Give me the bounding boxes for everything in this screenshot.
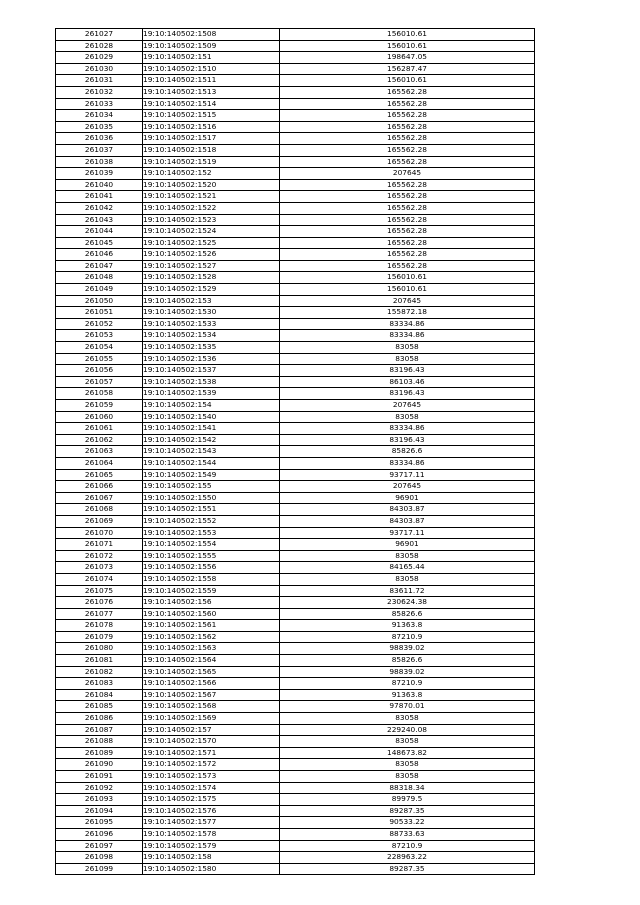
cadastral-number-cell: 19:10:140502:1574 [143, 782, 280, 794]
row-id-cell: 261095 [56, 817, 143, 829]
amount-cell: 165562.28 [280, 156, 535, 168]
table-row [56, 353, 535, 365]
table-row [56, 759, 535, 771]
cadastral-number-cell: 19:10:140502:153 [143, 295, 280, 307]
amount-cell: 84303.87 [280, 515, 535, 527]
cadastral-number-cell: 19:10:140502:154 [143, 400, 280, 412]
amount-cell: 165562.28 [280, 121, 535, 133]
row-id-cell: 261044 [56, 226, 143, 238]
cadastral-number-cell: 19:10:140502:1538 [143, 376, 280, 388]
amount-cell: 83196.43 [280, 434, 535, 446]
amount-cell: 89979.5 [280, 794, 535, 806]
table-row [56, 852, 535, 864]
row-id-cell: 261077 [56, 608, 143, 620]
table-row [56, 121, 535, 133]
amount-cell: 83058 [280, 713, 535, 725]
amount-cell: 156010.61 [280, 272, 535, 284]
table-row [56, 539, 535, 551]
table-row [56, 573, 535, 585]
cadastral-number-cell: 19:10:140502:1563 [143, 643, 280, 655]
row-id-cell: 261080 [56, 643, 143, 655]
table-row [56, 469, 535, 481]
cadastral-number-cell: 19:10:140502:1527 [143, 260, 280, 272]
cadastral-number-cell: 19:10:140502:1537 [143, 365, 280, 377]
row-id-cell: 261048 [56, 272, 143, 284]
cadastral-number-cell: 19:10:140502:1570 [143, 736, 280, 748]
table-row [56, 237, 535, 249]
amount-cell: 89287.35 [280, 863, 535, 875]
cadastral-number-cell: 19:10:140502:1540 [143, 411, 280, 423]
table-row [56, 423, 535, 435]
cadastral-number-cell: 19:10:140502:1552 [143, 515, 280, 527]
cadastral-number-cell: 19:10:140502:1520 [143, 179, 280, 191]
amount-cell: 86103.46 [280, 376, 535, 388]
amount-cell: 165562.28 [280, 86, 535, 98]
row-id-cell: 261098 [56, 852, 143, 864]
table-row [56, 365, 535, 377]
row-id-cell: 261089 [56, 747, 143, 759]
cadastral-number-cell: 19:10:140502:1514 [143, 98, 280, 110]
table-row [56, 643, 535, 655]
row-id-cell: 261029 [56, 52, 143, 64]
amount-cell: 93717.11 [280, 469, 535, 481]
table-row [56, 330, 535, 342]
cadastral-number-cell: 19:10:140502:1510 [143, 63, 280, 75]
amount-cell: 156010.61 [280, 75, 535, 87]
amount-cell: 165562.28 [280, 260, 535, 272]
amount-cell: 165562.28 [280, 214, 535, 226]
cadastral-number-cell: 19:10:140502:1517 [143, 133, 280, 145]
table-row [56, 400, 535, 412]
row-id-cell: 261055 [56, 353, 143, 365]
row-id-cell: 261041 [56, 191, 143, 203]
row-id-cell: 261073 [56, 562, 143, 574]
cadastral-number-cell: 19:10:140502:1577 [143, 817, 280, 829]
table-row [56, 133, 535, 145]
row-id-cell: 261036 [56, 133, 143, 145]
amount-cell: 165562.28 [280, 98, 535, 110]
cadastral-number-cell: 19:10:140502:157 [143, 724, 280, 736]
row-id-cell: 261062 [56, 434, 143, 446]
table-row [56, 295, 535, 307]
table-row [56, 515, 535, 527]
amount-cell: 97870.01 [280, 701, 535, 713]
row-id-cell: 261091 [56, 771, 143, 783]
row-id-cell: 261049 [56, 284, 143, 296]
table-row [56, 805, 535, 817]
amount-cell: 85826.6 [280, 655, 535, 667]
table-row [56, 110, 535, 122]
amount-cell: 83058 [280, 353, 535, 365]
table-row [56, 342, 535, 354]
cadastral-number-cell: 19:10:140502:1515 [143, 110, 280, 122]
cadastral-number-cell: 19:10:140502:1509 [143, 40, 280, 52]
cadastral-number-cell: 19:10:140502:1575 [143, 794, 280, 806]
row-id-cell: 261084 [56, 689, 143, 701]
row-id-cell: 261035 [56, 121, 143, 133]
cadastral-number-cell: 19:10:140502:1572 [143, 759, 280, 771]
amount-cell: 207645 [280, 168, 535, 180]
amount-cell: 83334.86 [280, 318, 535, 330]
row-id-cell: 261046 [56, 249, 143, 261]
cadastral-number-cell: 19:10:140502:1579 [143, 840, 280, 852]
row-id-cell: 261061 [56, 423, 143, 435]
table-row [56, 446, 535, 458]
row-id-cell: 261078 [56, 620, 143, 632]
table-row [56, 260, 535, 272]
cadastral-number-cell: 19:10:140502:1573 [143, 771, 280, 783]
amount-cell: 83334.86 [280, 423, 535, 435]
table-row [56, 828, 535, 840]
cadastral-number-cell: 19:10:140502:155 [143, 481, 280, 493]
row-id-cell: 261071 [56, 539, 143, 551]
amount-cell: 96901 [280, 492, 535, 504]
row-id-cell: 261059 [56, 400, 143, 412]
table-row [56, 689, 535, 701]
amount-cell: 96901 [280, 539, 535, 551]
data-table [55, 28, 535, 875]
amount-cell: 83334.86 [280, 330, 535, 342]
cadastral-number-cell: 19:10:140502:1534 [143, 330, 280, 342]
table-row [56, 655, 535, 667]
cadastral-number-cell: 19:10:140502:1521 [143, 191, 280, 203]
table-row [56, 817, 535, 829]
amount-cell: 165562.28 [280, 202, 535, 214]
table-row [56, 388, 535, 400]
amount-cell: 165562.28 [280, 226, 535, 238]
row-id-cell: 261039 [56, 168, 143, 180]
cadastral-number-cell: 19:10:140502:1578 [143, 828, 280, 840]
row-id-cell: 261074 [56, 573, 143, 585]
table-row [56, 75, 535, 87]
cadastral-number-cell: 19:10:140502:1535 [143, 342, 280, 354]
amount-cell: 207645 [280, 400, 535, 412]
row-id-cell: 261094 [56, 805, 143, 817]
table-row [56, 631, 535, 643]
cadastral-number-cell: 19:10:140502:152 [143, 168, 280, 180]
table-row [56, 144, 535, 156]
row-id-cell: 261043 [56, 214, 143, 226]
amount-cell: 98839.02 [280, 666, 535, 678]
table-row [56, 214, 535, 226]
amount-cell: 156010.61 [280, 40, 535, 52]
amount-cell: 83058 [280, 736, 535, 748]
row-id-cell: 261092 [56, 782, 143, 794]
cadastral-number-cell: 19:10:140502:1523 [143, 214, 280, 226]
amount-cell: 155872.18 [280, 307, 535, 319]
row-id-cell: 261087 [56, 724, 143, 736]
cadastral-number-cell: 19:10:140502:1554 [143, 539, 280, 551]
row-id-cell: 261076 [56, 597, 143, 609]
amount-cell: 165562.28 [280, 144, 535, 156]
table-row [56, 782, 535, 794]
cadastral-number-cell: 19:10:140502:1556 [143, 562, 280, 574]
table-row [56, 481, 535, 493]
table-row [56, 608, 535, 620]
cadastral-number-cell: 19:10:140502:1533 [143, 318, 280, 330]
table-row [56, 52, 535, 64]
row-id-cell: 261083 [56, 678, 143, 690]
row-id-cell: 261054 [56, 342, 143, 354]
row-id-cell: 261060 [56, 411, 143, 423]
table-row [56, 492, 535, 504]
table-row [56, 272, 535, 284]
row-id-cell: 261037 [56, 144, 143, 156]
cadastral-number-cell: 19:10:140502:1526 [143, 249, 280, 261]
cadastral-number-cell: 19:10:140502:1565 [143, 666, 280, 678]
amount-cell: 91363.8 [280, 689, 535, 701]
cadastral-number-cell: 19:10:140502:1508 [143, 29, 280, 41]
row-id-cell: 261064 [56, 457, 143, 469]
table-row [56, 794, 535, 806]
cadastral-number-cell: 19:10:140502:1544 [143, 457, 280, 469]
cadastral-number-cell: 19:10:140502:1513 [143, 86, 280, 98]
amount-cell: 207645 [280, 481, 535, 493]
row-id-cell: 261079 [56, 631, 143, 643]
amount-cell: 91363.8 [280, 620, 535, 632]
cadastral-number-cell: 19:10:140502:1567 [143, 689, 280, 701]
table-row [56, 86, 535, 98]
cadastral-number-cell: 19:10:140502:1525 [143, 237, 280, 249]
amount-cell: 87210.9 [280, 678, 535, 690]
amount-cell: 83196.43 [280, 388, 535, 400]
cadastral-number-cell: 19:10:140502:1529 [143, 284, 280, 296]
amount-cell: 88733.63 [280, 828, 535, 840]
row-id-cell: 261045 [56, 237, 143, 249]
row-id-cell: 261070 [56, 527, 143, 539]
table-row [56, 597, 535, 609]
row-id-cell: 261075 [56, 585, 143, 597]
row-id-cell: 261034 [56, 110, 143, 122]
table-row [56, 863, 535, 875]
row-id-cell: 261065 [56, 469, 143, 481]
row-id-cell: 261033 [56, 98, 143, 110]
row-id-cell: 261027 [56, 29, 143, 41]
table-row [56, 191, 535, 203]
table-row [56, 179, 535, 191]
cadastral-number-cell: 19:10:140502:151 [143, 52, 280, 64]
table-row [56, 307, 535, 319]
row-id-cell: 261057 [56, 376, 143, 388]
cadastral-number-cell: 19:10:140502:1539 [143, 388, 280, 400]
amount-cell: 165562.28 [280, 249, 535, 261]
row-id-cell: 261047 [56, 260, 143, 272]
cadastral-number-cell: 19:10:140502:1550 [143, 492, 280, 504]
cadastral-number-cell: 19:10:140502:1519 [143, 156, 280, 168]
cadastral-number-cell: 19:10:140502:1551 [143, 504, 280, 516]
amount-cell: 89287.35 [280, 805, 535, 817]
row-id-cell: 261050 [56, 295, 143, 307]
table-row [56, 457, 535, 469]
cadastral-number-cell: 19:10:140502:1562 [143, 631, 280, 643]
amount-cell: 83196.43 [280, 365, 535, 377]
amount-cell: 93717.11 [280, 527, 535, 539]
amount-cell: 229240.08 [280, 724, 535, 736]
table-row [56, 562, 535, 574]
amount-cell: 228963.22 [280, 852, 535, 864]
cadastral-number-cell: 19:10:140502:1566 [143, 678, 280, 690]
amount-cell: 83058 [280, 573, 535, 585]
amount-cell: 85826.6 [280, 608, 535, 620]
amount-cell: 84303.87 [280, 504, 535, 516]
amount-cell: 198647.05 [280, 52, 535, 64]
row-id-cell: 261093 [56, 794, 143, 806]
row-id-cell: 261032 [56, 86, 143, 98]
row-id-cell: 261066 [56, 481, 143, 493]
amount-cell: 83058 [280, 411, 535, 423]
amount-cell: 83058 [280, 771, 535, 783]
cadastral-number-cell: 19:10:140502:1555 [143, 550, 280, 562]
table-row [56, 771, 535, 783]
row-id-cell: 261030 [56, 63, 143, 75]
amount-cell: 207645 [280, 295, 535, 307]
row-id-cell: 261042 [56, 202, 143, 214]
table-row [56, 226, 535, 238]
table-row [56, 63, 535, 75]
amount-cell: 165562.28 [280, 133, 535, 145]
amount-cell: 85826.6 [280, 446, 535, 458]
table-row [56, 156, 535, 168]
amount-cell: 98839.02 [280, 643, 535, 655]
row-id-cell: 261053 [56, 330, 143, 342]
table-row [56, 202, 535, 214]
cadastral-number-cell: 19:10:140502:1580 [143, 863, 280, 875]
amount-cell: 87210.9 [280, 631, 535, 643]
table-row [56, 434, 535, 446]
cadastral-number-cell: 19:10:140502:1518 [143, 144, 280, 156]
cadastral-number-cell: 19:10:140502:1522 [143, 202, 280, 214]
table-row [56, 701, 535, 713]
table-row [56, 98, 535, 110]
cadastral-number-cell: 19:10:140502:158 [143, 852, 280, 864]
table-row [56, 504, 535, 516]
amount-cell: 83058 [280, 759, 535, 771]
table-row [56, 736, 535, 748]
amount-cell: 83334.86 [280, 457, 535, 469]
row-id-cell: 261028 [56, 40, 143, 52]
amount-cell: 148673.82 [280, 747, 535, 759]
cadastral-number-cell: 19:10:140502:1536 [143, 353, 280, 365]
table-row [56, 29, 535, 41]
row-id-cell: 261072 [56, 550, 143, 562]
amount-cell: 165562.28 [280, 179, 535, 191]
row-id-cell: 261086 [56, 713, 143, 725]
table-row [56, 550, 535, 562]
table-row [56, 620, 535, 632]
row-id-cell: 261067 [56, 492, 143, 504]
amount-cell: 165562.28 [280, 237, 535, 249]
data-sheet [55, 28, 532, 875]
amount-cell: 83058 [280, 550, 535, 562]
row-id-cell: 261058 [56, 388, 143, 400]
table-row [56, 284, 535, 296]
row-id-cell: 261097 [56, 840, 143, 852]
cadastral-number-cell: 19:10:140502:1561 [143, 620, 280, 632]
cadastral-number-cell: 19:10:140502:1571 [143, 747, 280, 759]
table-row [56, 249, 535, 261]
cadastral-number-cell: 19:10:140502:1528 [143, 272, 280, 284]
amount-cell: 83611.72 [280, 585, 535, 597]
row-id-cell: 261051 [56, 307, 143, 319]
row-id-cell: 261081 [56, 655, 143, 667]
row-id-cell: 261082 [56, 666, 143, 678]
amount-cell: 230624.38 [280, 597, 535, 609]
cadastral-number-cell: 19:10:140502:1560 [143, 608, 280, 620]
amount-cell: 90533.22 [280, 817, 535, 829]
table-row [56, 724, 535, 736]
amount-cell: 156010.61 [280, 284, 535, 296]
row-id-cell: 261085 [56, 701, 143, 713]
cadastral-number-cell: 19:10:140502:1524 [143, 226, 280, 238]
cadastral-number-cell: 19:10:140502:1542 [143, 434, 280, 446]
table-row [56, 40, 535, 52]
row-id-cell: 261038 [56, 156, 143, 168]
table-row [56, 318, 535, 330]
cadastral-number-cell: 19:10:140502:1568 [143, 701, 280, 713]
row-id-cell: 261090 [56, 759, 143, 771]
row-id-cell: 261031 [56, 75, 143, 87]
table-row [56, 168, 535, 180]
cadastral-number-cell: 19:10:140502:1559 [143, 585, 280, 597]
table-row [56, 678, 535, 690]
cadastral-number-cell: 19:10:140502:1511 [143, 75, 280, 87]
row-id-cell: 261096 [56, 828, 143, 840]
row-id-cell: 261063 [56, 446, 143, 458]
row-id-cell: 261069 [56, 515, 143, 527]
table-row [56, 527, 535, 539]
amount-cell: 84165.44 [280, 562, 535, 574]
amount-cell: 156010.61 [280, 29, 535, 41]
row-id-cell: 261068 [56, 504, 143, 516]
cadastral-number-cell: 19:10:140502:1569 [143, 713, 280, 725]
amount-cell: 165562.28 [280, 191, 535, 203]
row-id-cell: 261040 [56, 179, 143, 191]
table-row [56, 747, 535, 759]
amount-cell: 83058 [280, 342, 535, 354]
table-row [56, 840, 535, 852]
cadastral-number-cell: 19:10:140502:1553 [143, 527, 280, 539]
row-id-cell: 261099 [56, 863, 143, 875]
amount-cell: 88318.34 [280, 782, 535, 794]
amount-cell: 165562.28 [280, 110, 535, 122]
cadastral-number-cell: 19:10:140502:1549 [143, 469, 280, 481]
row-id-cell: 261056 [56, 365, 143, 377]
table-row [56, 411, 535, 423]
amount-cell: 156287.47 [280, 63, 535, 75]
cadastral-number-cell: 19:10:140502:1576 [143, 805, 280, 817]
cadastral-number-cell: 19:10:140502:1543 [143, 446, 280, 458]
amount-cell: 87210.9 [280, 840, 535, 852]
cadastral-number-cell: 19:10:140502:1530 [143, 307, 280, 319]
cadastral-number-cell: 19:10:140502:1516 [143, 121, 280, 133]
cadastral-number-cell: 19:10:140502:1564 [143, 655, 280, 667]
table-row [56, 376, 535, 388]
table-row [56, 713, 535, 725]
row-id-cell: 261088 [56, 736, 143, 748]
cadastral-number-cell: 19:10:140502:1558 [143, 573, 280, 585]
table-row [56, 585, 535, 597]
table-row [56, 666, 535, 678]
table-body [56, 29, 535, 875]
cadastral-number-cell: 19:10:140502:156 [143, 597, 280, 609]
cadastral-number-cell: 19:10:140502:1541 [143, 423, 280, 435]
row-id-cell: 261052 [56, 318, 143, 330]
